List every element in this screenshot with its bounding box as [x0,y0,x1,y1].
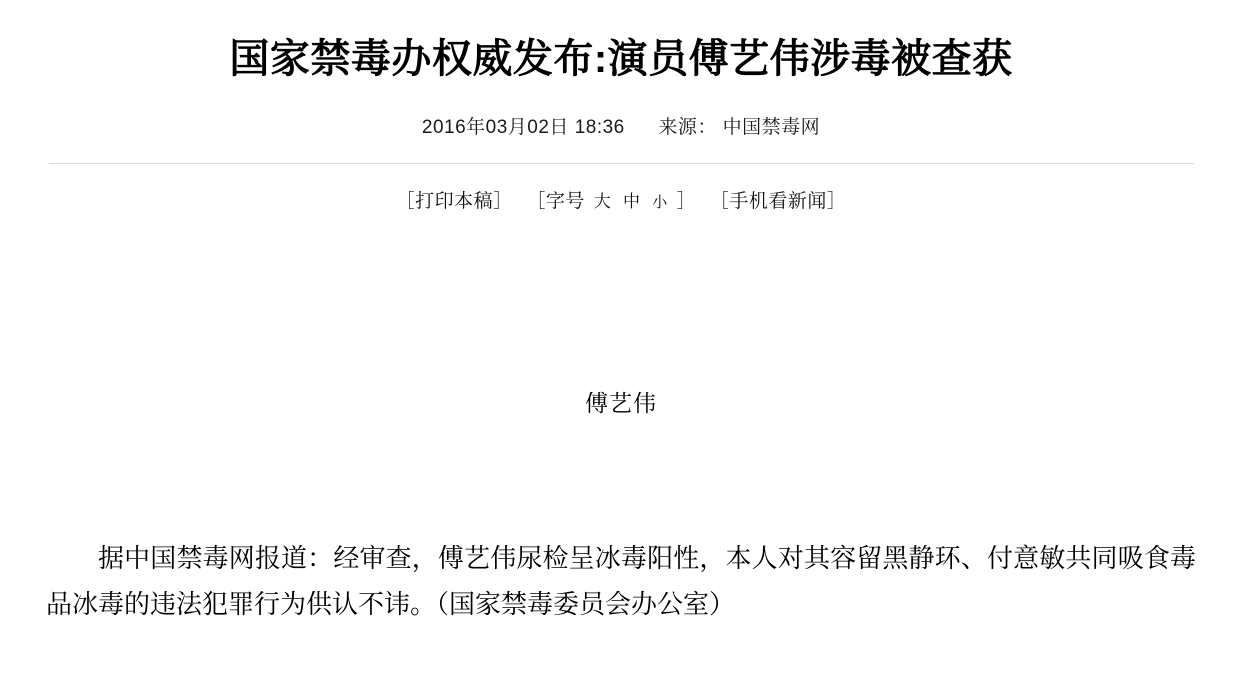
publish-datetime: 2016年03月02日 18:36 [421,117,625,138]
article-body [46,536,1196,627]
fontsize-medium-link[interactable]: 中 [622,192,641,211]
body-paragraph: 据中国禁毒网报道：经审查，傅艺伟尿检呈冰毒阳性，本人对其容留黑静环、付意敏共同吸食毒品冰毒的违法犯罪行为供认不讳。（国家禁毒委员会办公室） [46,543,1196,619]
source-name: 中国禁毒网 [722,117,821,138]
page-title: 国家禁毒办权威发布:演员傅艺伟涉毒被查获 [229,37,1013,81]
fontsize-small-link[interactable]: 小 [652,194,668,211]
print-link[interactable]: ［打印本稿］ [395,191,513,212]
figure-caption-block [0,385,1242,418]
article-toolbar [0,186,1242,213]
fontsize-large-link[interactable]: 大 [593,192,612,211]
print-tool[interactable] [396,186,513,213]
figure-caption: 傅艺伟 [585,390,657,416]
header-divider [49,163,1194,164]
fontsize-prefix: ［字号 [526,191,585,212]
fontsize-suffix: ］ [676,191,697,212]
article-content [0,385,1242,627]
source-label: 来源： [658,117,717,138]
fontsize-tool [526,186,696,213]
mobile-news-link[interactable]: ［手机看新闻］ [709,191,847,212]
article-meta [0,112,1242,139]
mobile-news-tool[interactable] [710,186,847,213]
